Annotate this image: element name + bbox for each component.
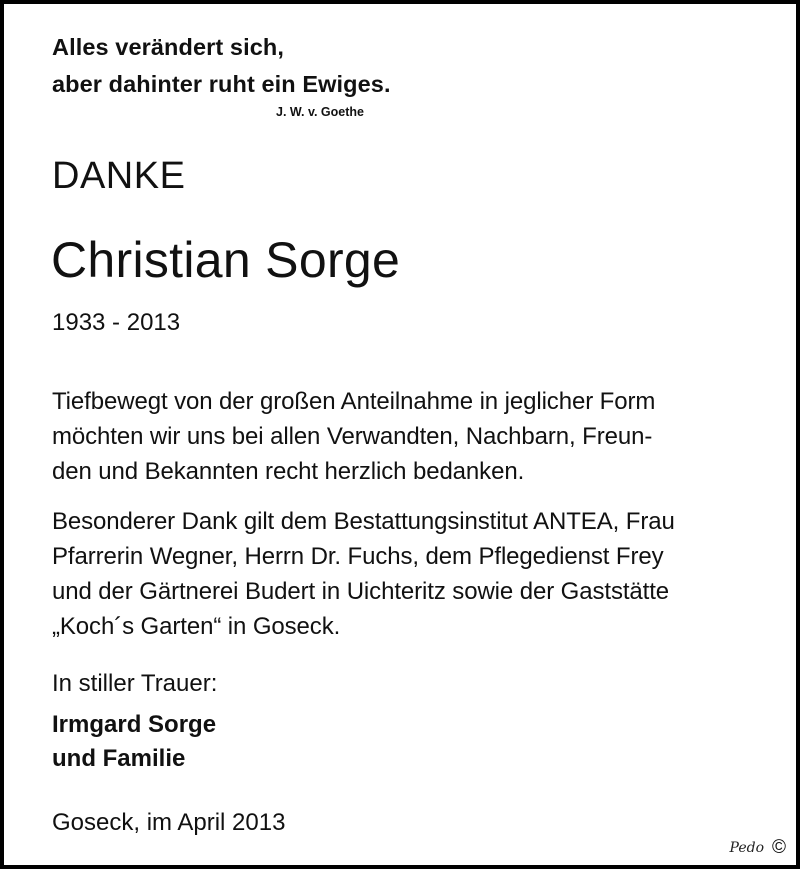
paragraph-line: Besonderer Dank gilt dem Bestattungsinstitut ANTEA, Frau bbox=[52, 508, 675, 535]
paragraph-line: Tiefbewegt von der großen Anteilnahme in jeglicher Form bbox=[52, 388, 656, 415]
paragraph-line: möchten wir uns bei allen Verwandten, Nachbarn, Freun- bbox=[52, 423, 653, 450]
special-thanks-paragraph bbox=[52, 504, 752, 644]
deceased-name: Christian Sorge bbox=[51, 232, 401, 288]
mourning-label: In stiller Trauer: bbox=[52, 670, 218, 697]
quote-line-2: aber dahinter ruht ein Ewiges. bbox=[52, 71, 391, 97]
copyright-icon: © bbox=[772, 837, 786, 858]
quote-line-1: Alles verändert sich, bbox=[52, 34, 284, 60]
signer-family: und Familie bbox=[52, 745, 186, 772]
thanks-paragraph bbox=[52, 384, 752, 489]
paragraph-line: und der Gärtnerei Budert in Uichteritz sowie der Gaststätte bbox=[52, 578, 670, 605]
paragraph-line: „Koch´s Garten“ in Goseck. bbox=[52, 613, 341, 640]
signer-name: Irmgard Sorge bbox=[52, 711, 217, 738]
publisher-credit bbox=[730, 837, 786, 859]
place-and-date: Goseck, im April 2013 bbox=[52, 809, 286, 836]
life-years: 1933 - 2013 bbox=[52, 309, 181, 336]
publisher-mark: Pedo bbox=[729, 840, 764, 856]
quote-author: J. W. v. Goethe bbox=[276, 105, 364, 119]
paragraph-line: Pfarrerin Wegner, Herrn Dr. Fuchs, dem Pflegedienst Frey bbox=[52, 543, 664, 570]
thank-you-heading: DANKE bbox=[52, 155, 186, 197]
paragraph-line: den und Bekannten recht herzlich bedanken. bbox=[52, 458, 525, 485]
